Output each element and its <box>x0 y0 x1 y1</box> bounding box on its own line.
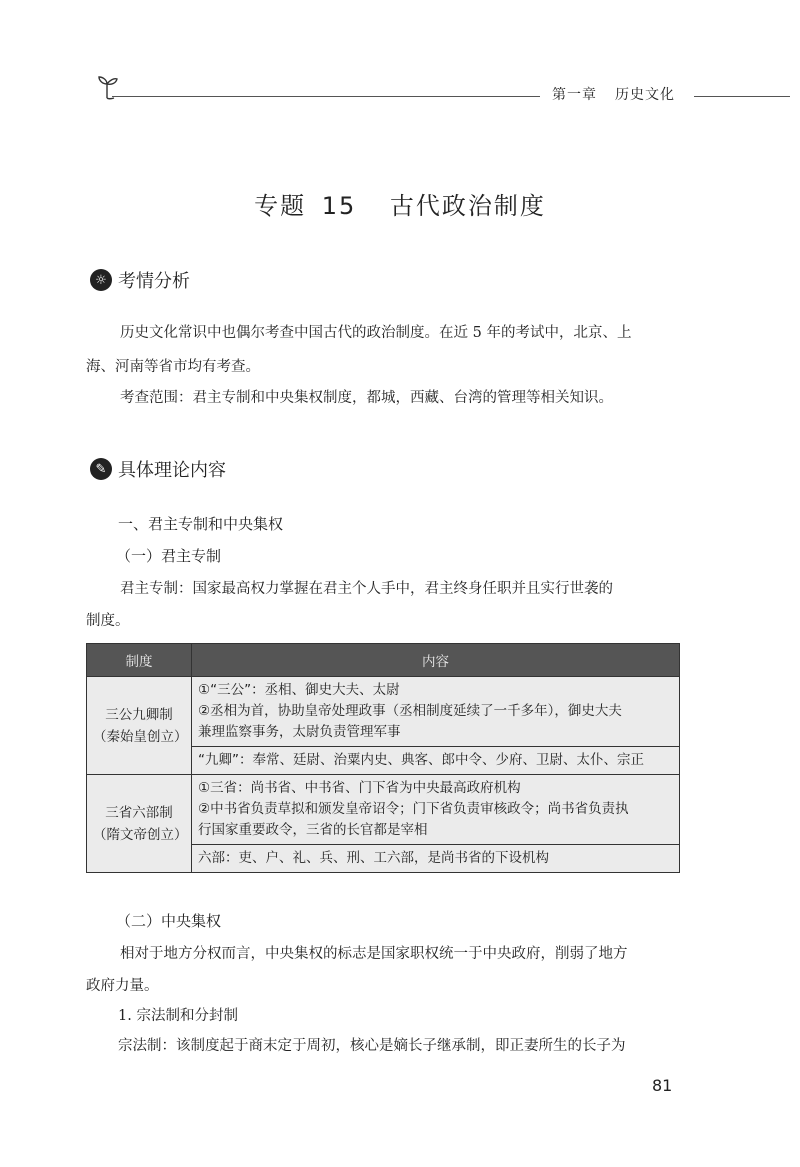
title-prefix: 专题 <box>254 192 307 220</box>
paragraph: 宗法制：该制度起于商末定于周初，核心是嫡长子继承制，即正妻所生的长子为 <box>118 1038 626 1054</box>
sun-icon: ☼ <box>90 269 112 291</box>
section-heading-text: 具体理论内容 <box>118 460 226 481</box>
content-cell <box>192 677 680 747</box>
content-line: 兼理监察事务，太尉负责管理军事 <box>198 724 401 740</box>
system-name: 三公九卿制 <box>105 706 173 723</box>
content-cell: “九卿”：奉常、廷尉、治粟内史、典客、郎中令、少府、卫尉、太仆、宗正 <box>192 747 680 775</box>
paragraph: 历史文化常识中也偶尔考查中国古代的政治制度。在近 5 年的考试中，北京、上 <box>120 325 632 341</box>
system-origin: （秦始皇创立） <box>93 728 188 745</box>
system-origin: （隋文帝创立） <box>93 826 188 843</box>
table-row <box>87 775 680 845</box>
paragraph: 制度。 <box>86 613 130 629</box>
header-cell: 内容 <box>192 644 680 677</box>
system-name-cell <box>87 677 192 775</box>
header-cell: 制度 <box>87 644 192 677</box>
subheading: 1. 宗法制和分封制 <box>118 1008 238 1024</box>
title-name: 古代政治制度 <box>389 192 546 220</box>
section-heading-analysis <box>90 267 190 293</box>
content-line: ①“三公”：丞相、御史大夫、太尉 <box>198 682 400 698</box>
paragraph: 政府力量。 <box>86 978 159 994</box>
running-header <box>552 84 693 104</box>
section-heading-text: 考情分析 <box>118 271 190 292</box>
content-cell <box>192 775 680 845</box>
pen-icon: ✎ <box>90 458 112 480</box>
section-label: 历史文化 <box>615 87 675 103</box>
content-line: 行国家重要政令，三省的长官都是宰相 <box>198 822 428 838</box>
content-cell: 六部：吏、户、礼、兵、刑、工六部，是尚书省的下设机构 <box>192 845 680 873</box>
system-name: 三省六部制 <box>105 804 173 821</box>
subheading: （二）中央集权 <box>116 912 222 930</box>
content-line: ①三省：尚书省、中书省、门下省为中央最高政府机构 <box>198 780 521 796</box>
table-row <box>87 677 680 747</box>
paragraph: 海、河南等省市均有考查。 <box>86 359 260 375</box>
system-name-cell <box>87 775 192 873</box>
table-header-row <box>87 644 680 677</box>
subheading: 一、君主专制和中央集权 <box>118 515 284 533</box>
subheading: （一）君主专制 <box>116 547 222 565</box>
page-title <box>0 186 800 221</box>
section-heading-content <box>90 456 226 482</box>
system-table <box>86 643 680 873</box>
header-rule-right <box>694 96 790 97</box>
content-line: ②丞相为首，协助皇帝处理政事（丞相制度延续了一千多年），御史大夫 <box>198 703 622 719</box>
header-rule-left <box>112 96 540 97</box>
chapter-label: 第一章 <box>552 87 597 103</box>
page-number: 81 <box>652 1076 673 1095</box>
title-number: 15 <box>321 192 357 220</box>
paragraph: 相对于地方分权而言，中央集权的标志是国家职权统一于中央政府，削弱了地方 <box>120 946 628 962</box>
content-line: ②中书省负责草拟和颁发皇帝诏令；门下省负责审核政令；尚书省负责执 <box>198 801 629 817</box>
paragraph: 君主专制：国家最高权力掌握在君主个人手中，君主终身任职并且实行世袭的 <box>120 581 613 597</box>
paragraph: 考查范围：君主专制和中央集权制度，都城，西藏、台湾的管理等相关知识。 <box>120 390 613 406</box>
